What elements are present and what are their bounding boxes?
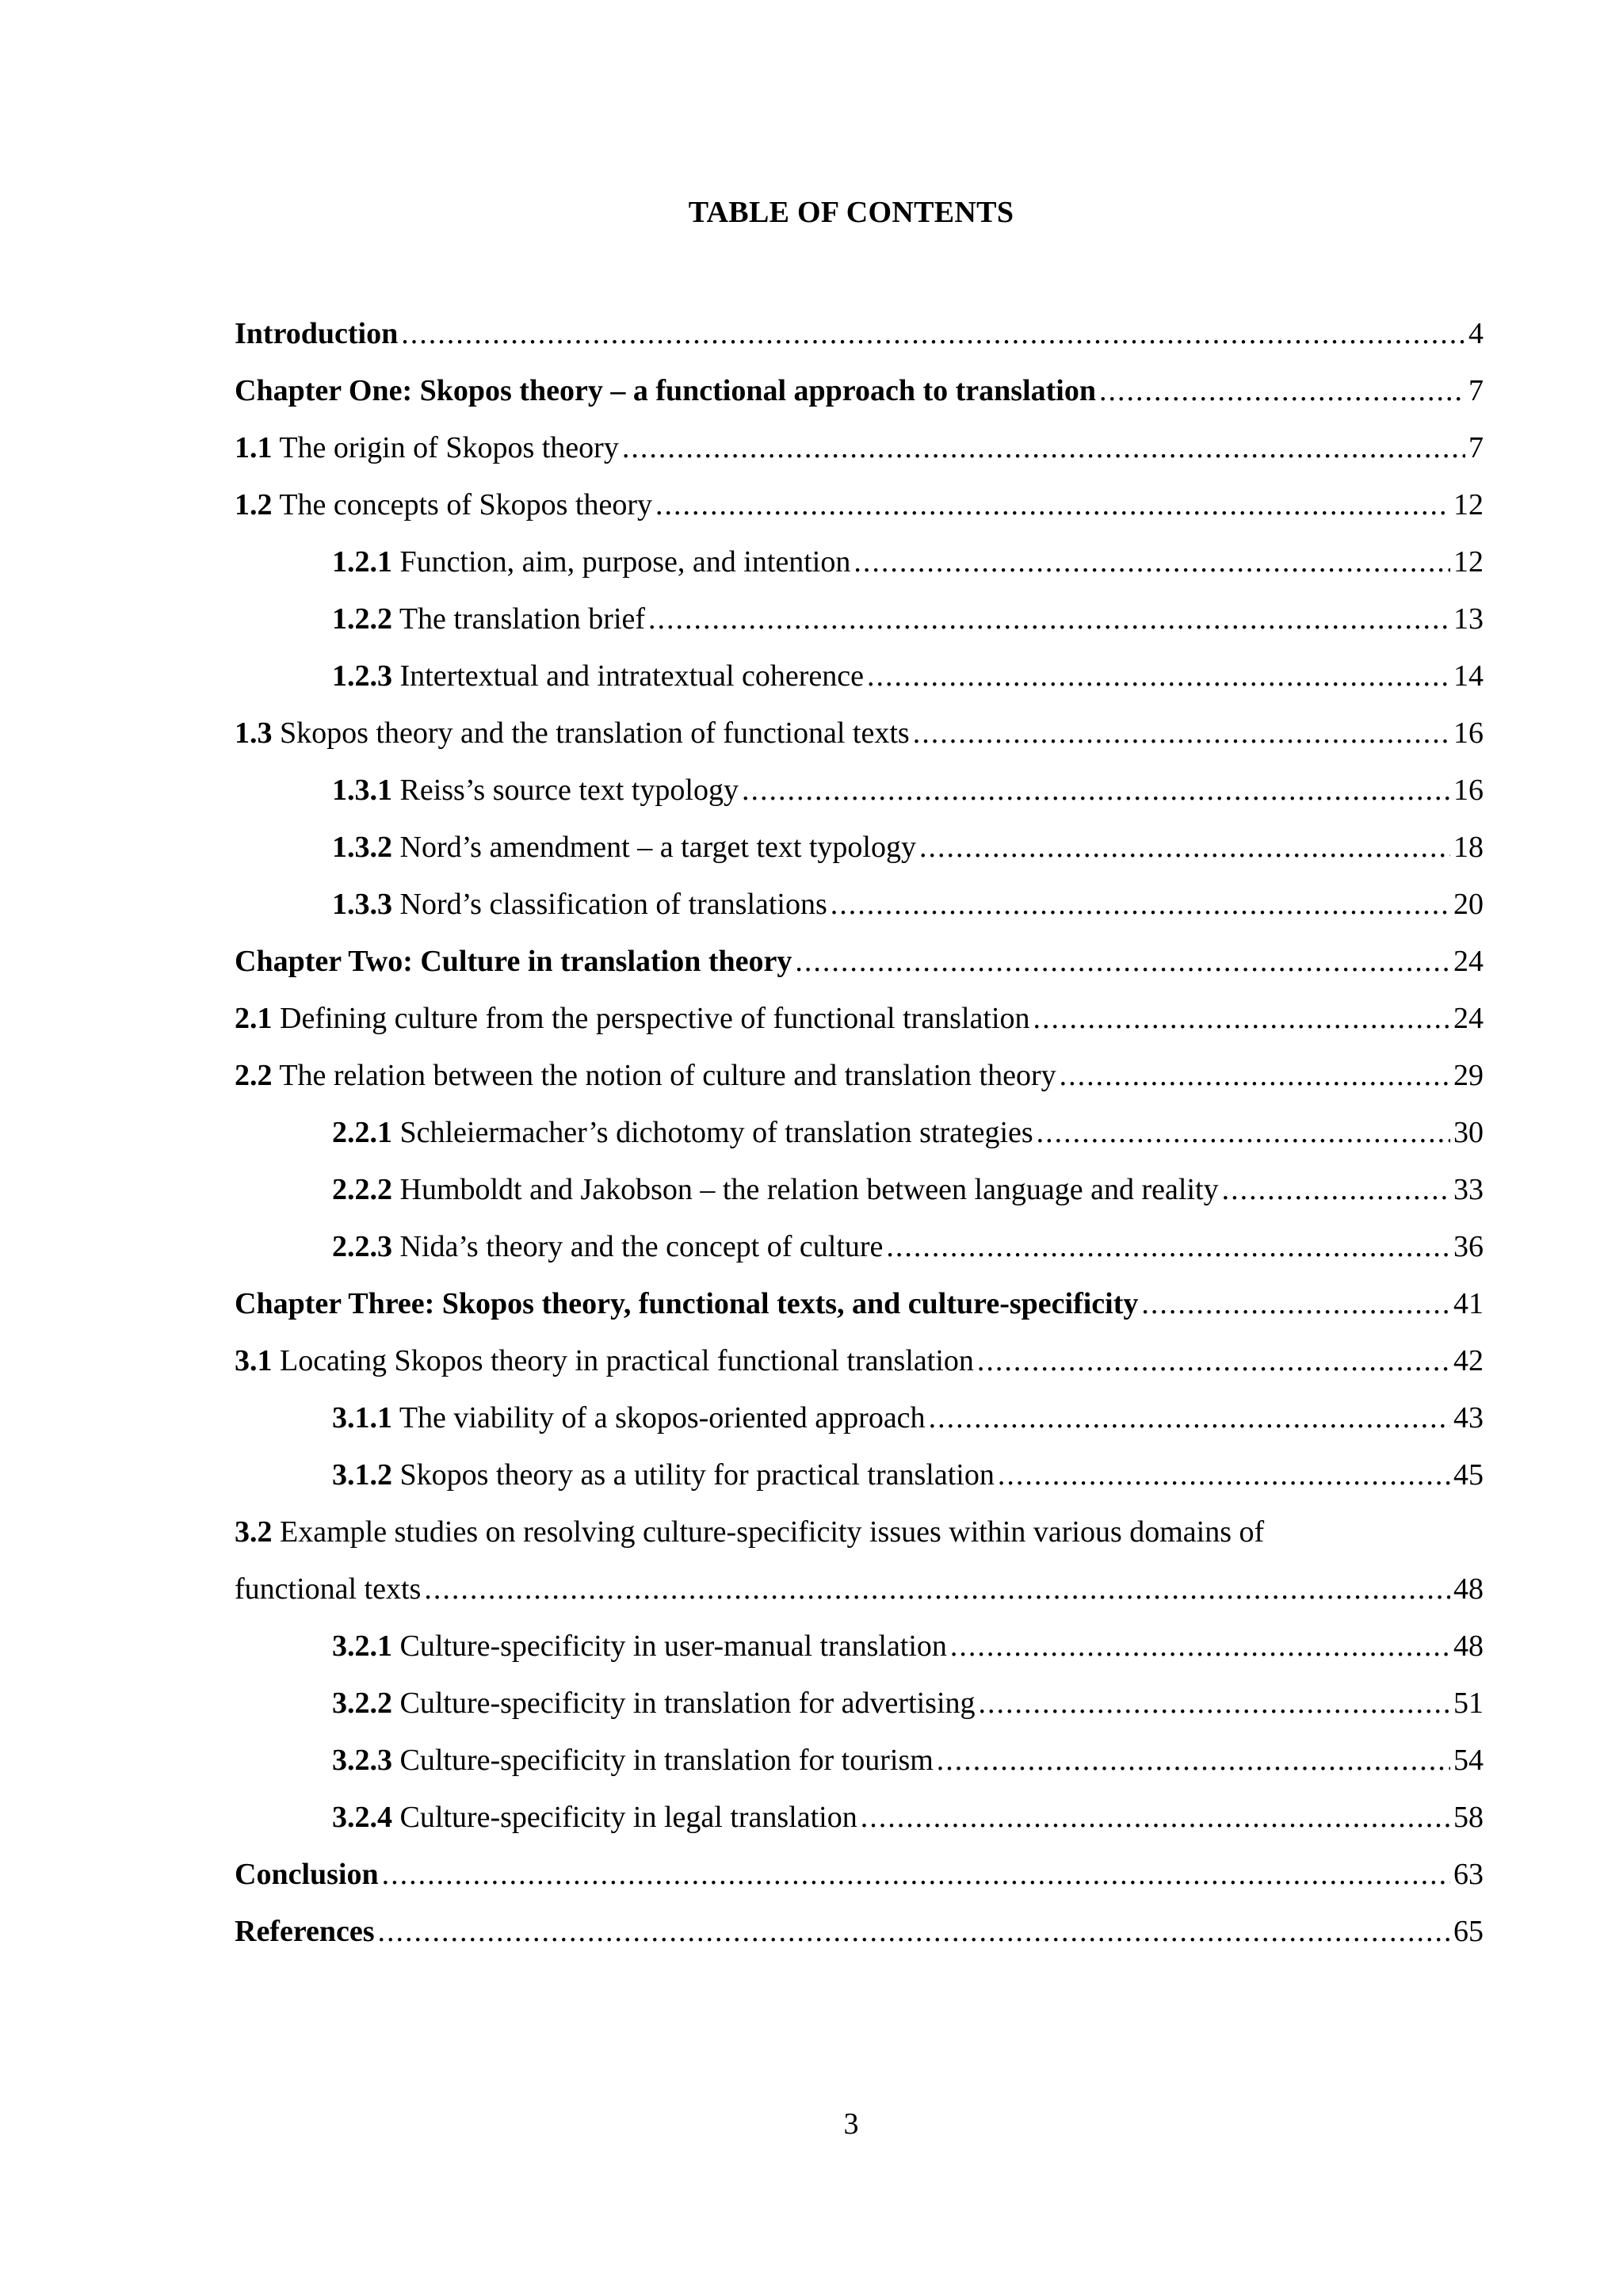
toc-page-number: 51 (1453, 1687, 1484, 1720)
toc-entry-title (235, 1846, 379, 1903)
dot-leader (424, 1561, 1450, 1618)
section-label: Nord’s amendment – a target text typology (392, 831, 916, 864)
section-label: Skopos theory and the translation of functional texts (272, 716, 910, 750)
toc-entry-title (332, 1789, 857, 1846)
toc-entry-title (235, 1275, 1138, 1332)
section-label: Chapter One: Skopos theory – a functional approach to translation (235, 374, 1096, 407)
page-number: 3 (843, 2107, 859, 2141)
toc-page-number: 7 (1468, 374, 1484, 407)
toc-entry-title (332, 648, 864, 705)
toc-entry[interactable] (235, 1675, 1484, 1732)
toc-entry[interactable] (235, 1275, 1484, 1332)
toc-page-number: 42 (1453, 1344, 1484, 1377)
section-label: Example studies on resolving culture-specificity issues within various domains of (272, 1515, 1265, 1549)
page-title: TABLE OF CONTENTS (688, 196, 1014, 229)
toc-entry[interactable] (235, 590, 1484, 648)
section-number: 3.2.2 (332, 1687, 392, 1720)
toc-page-number: 14 (1453, 659, 1484, 693)
section-number: 3.2 (235, 1515, 273, 1549)
toc-entry-title (332, 590, 645, 648)
toc-page-number: 30 (1453, 1116, 1484, 1149)
toc-entry-title (332, 1732, 934, 1789)
toc-entry[interactable] (235, 305, 1484, 362)
toc-page-number: 48 (1453, 1629, 1484, 1663)
section-label: The relation between the notion of culture and translation theory (272, 1059, 1056, 1092)
toc-entry-title (332, 533, 850, 590)
toc-entry[interactable] (235, 419, 1484, 476)
section-label: Function, aim, purpose, and intention (392, 545, 851, 579)
toc-page-number: 16 (1453, 774, 1484, 807)
section-number: 1.2.1 (332, 545, 392, 579)
section-label: The origin of Skopos theory (272, 431, 619, 464)
toc-entry-title (235, 1047, 1056, 1104)
dot-leader (867, 648, 1450, 705)
section-label: Culture-specificity in user-manual translation (392, 1629, 947, 1663)
toc-page-number: 12 (1453, 488, 1484, 521)
toc-entry-title (235, 476, 652, 533)
toc-entry[interactable] (235, 476, 1484, 533)
section-label: Chapter Three: Skopos theory, functional texts, and culture-specificity (235, 1287, 1139, 1320)
dot-leader (1060, 1047, 1450, 1104)
toc-entry-title (235, 305, 398, 362)
toc-entry[interactable] (235, 990, 1484, 1047)
toc-page-number: 16 (1453, 716, 1484, 750)
toc-entry[interactable] (235, 762, 1484, 819)
toc-entry-title (332, 1618, 947, 1675)
toc-page-number: 41 (1453, 1287, 1484, 1320)
dot-leader (648, 590, 1450, 648)
toc-entry[interactable] (235, 1503, 1484, 1561)
section-number: 1.3 (235, 716, 273, 750)
toc-page-number: 36 (1453, 1230, 1484, 1263)
toc-entry-title (332, 876, 827, 933)
section-label: Conclusion (235, 1858, 379, 1891)
toc-entry[interactable] (235, 1789, 1484, 1846)
dot-leader (1037, 1104, 1450, 1161)
dot-leader (655, 476, 1450, 533)
toc-entry[interactable] (235, 1161, 1484, 1218)
toc-entry[interactable] (235, 1218, 1484, 1275)
toc-entry[interactable] (235, 1846, 1484, 1903)
toc-page-number: 33 (1453, 1173, 1484, 1206)
section-number: 3.2.3 (332, 1744, 392, 1777)
dot-leader (1033, 990, 1450, 1047)
dot-leader (742, 762, 1450, 819)
section-label: Schleiermacher’s dichotomy of translation strategies (392, 1116, 1033, 1149)
toc-entry[interactable] (235, 876, 1484, 933)
section-number: 2.2 (235, 1059, 273, 1092)
section-label: Nida’s theory and the concept of culture (392, 1230, 884, 1263)
toc-page-number: 7 (1468, 431, 1484, 464)
section-number: 1.3.3 (332, 888, 392, 921)
section-label: The viability of a skopos-oriented approach (392, 1401, 926, 1435)
toc-entry[interactable] (235, 1047, 1484, 1104)
section-number: 1.1 (235, 431, 273, 464)
table-of-contents (235, 305, 1484, 1960)
toc-entry-title (332, 1446, 995, 1503)
toc-entry[interactable] (235, 933, 1484, 990)
toc-entry-title (235, 1332, 974, 1389)
section-number: 2.2.2 (332, 1173, 392, 1206)
section-label: Humboldt and Jakobson – the relation between language and reality (392, 1173, 1219, 1206)
toc-page-number: 65 (1453, 1915, 1484, 1948)
toc-entry-title (332, 1389, 926, 1446)
toc-entry-title (235, 1503, 1264, 1561)
section-number: 1.3.2 (332, 831, 392, 864)
section-number: 3.2.1 (332, 1629, 392, 1663)
dot-leader (937, 1732, 1450, 1789)
section-label: Culture-specificity in legal translation (392, 1801, 857, 1834)
toc-page-number: 48 (1453, 1572, 1484, 1606)
toc-entry[interactable] (235, 1104, 1484, 1161)
toc-entry-title (235, 1903, 375, 1960)
toc-entry[interactable] (235, 362, 1484, 419)
dot-leader (977, 1332, 1450, 1389)
dot-leader (861, 1789, 1450, 1846)
section-label: Intertextual and intratextual coherence (392, 659, 865, 693)
section-label: Skopos theory as a utility for practical translation (392, 1458, 995, 1492)
toc-entry[interactable] (235, 533, 1484, 590)
dot-leader (998, 1446, 1450, 1503)
dot-leader (950, 1618, 1450, 1675)
section-number: 1.2.2 (332, 602, 392, 636)
toc-entry[interactable] (235, 819, 1484, 876)
section-label: The translation brief (392, 602, 646, 636)
toc-page-number: 63 (1453, 1858, 1484, 1891)
section-number: 1.3.1 (332, 774, 392, 807)
toc-page-number: 20 (1453, 888, 1484, 921)
toc-page-number: 24 (1453, 945, 1484, 978)
toc-entry[interactable] (235, 1332, 1484, 1389)
section-label: Locating Skopos theory in practical functional translation (272, 1344, 974, 1377)
section-number: 3.1.2 (332, 1458, 392, 1492)
dot-leader (378, 1903, 1450, 1960)
toc-entry[interactable] (235, 705, 1484, 762)
section-number: 1.2 (235, 488, 273, 521)
section-number: 2.1 (235, 1002, 273, 1035)
toc-page-number: 43 (1453, 1401, 1484, 1435)
dot-leader (382, 1846, 1450, 1903)
toc-entry-title (332, 1104, 1033, 1161)
toc-entry-title (332, 819, 916, 876)
section-label: Nord’s classification of translations (392, 888, 827, 921)
dot-leader (622, 419, 1465, 476)
toc-entry-title (332, 1675, 976, 1732)
toc-page-number: 4 (1468, 317, 1484, 350)
section-number: 3.2.4 (332, 1801, 392, 1834)
section-label: Culture-specificity in translation for tourism (392, 1744, 934, 1777)
section-label: Reiss’s source text typology (392, 774, 739, 807)
toc-page-number: 12 (1453, 545, 1484, 579)
toc-entry-title (235, 419, 619, 476)
section-label: functional texts (235, 1572, 422, 1606)
toc-entry-title (235, 933, 792, 990)
dot-leader (831, 876, 1450, 933)
toc-entry-title (332, 762, 739, 819)
toc-entry-title (235, 705, 910, 762)
toc-page-number: 18 (1453, 831, 1484, 864)
dot-leader (919, 819, 1450, 876)
dot-leader (1222, 1161, 1450, 1218)
dot-leader (913, 705, 1450, 762)
section-label: Culture-specificity in translation for advertising (392, 1687, 976, 1720)
toc-page-number: 58 (1453, 1801, 1484, 1834)
dot-leader (1141, 1275, 1450, 1332)
section-number: 3.1.1 (332, 1401, 392, 1435)
section-number: 3.1 (235, 1344, 273, 1377)
toc-page-number: 45 (1453, 1458, 1484, 1492)
toc-entry-title (235, 990, 1030, 1047)
toc-entry[interactable] (235, 648, 1484, 705)
section-number: 2.2.1 (332, 1116, 392, 1149)
dot-leader (1099, 362, 1465, 419)
toc-entry-title (332, 1218, 883, 1275)
dot-leader (401, 305, 1465, 362)
toc-entry-title (332, 1161, 1219, 1218)
toc-page-number: 29 (1453, 1059, 1484, 1092)
toc-entry[interactable] (235, 1732, 1484, 1789)
section-label: Defining culture from the perspective of functional translation (272, 1002, 1030, 1035)
section-number: 1.2.3 (332, 659, 392, 693)
section-number: 2.2.3 (332, 1230, 392, 1263)
section-label: Introduction (235, 317, 399, 350)
toc-page-number: 13 (1453, 602, 1484, 636)
toc-entry[interactable] (235, 1618, 1484, 1675)
section-label: The concepts of Skopos theory (272, 488, 652, 521)
toc-page-number: 24 (1453, 1002, 1484, 1035)
section-label: Chapter Two: Culture in translation theory (235, 945, 792, 978)
dot-leader (854, 533, 1450, 590)
dot-leader (979, 1675, 1450, 1732)
toc-entry-continuation[interactable] (235, 1561, 1484, 1618)
dot-leader (795, 933, 1450, 990)
toc-entry[interactable] (235, 1389, 1484, 1446)
toc-page-number: 54 (1453, 1744, 1484, 1777)
dot-leader (886, 1218, 1450, 1275)
toc-entry[interactable] (235, 1446, 1484, 1503)
toc-entry-title (235, 362, 1096, 419)
toc-entry[interactable] (235, 1903, 1484, 1960)
section-label: References (235, 1915, 375, 1948)
dot-leader (929, 1389, 1450, 1446)
